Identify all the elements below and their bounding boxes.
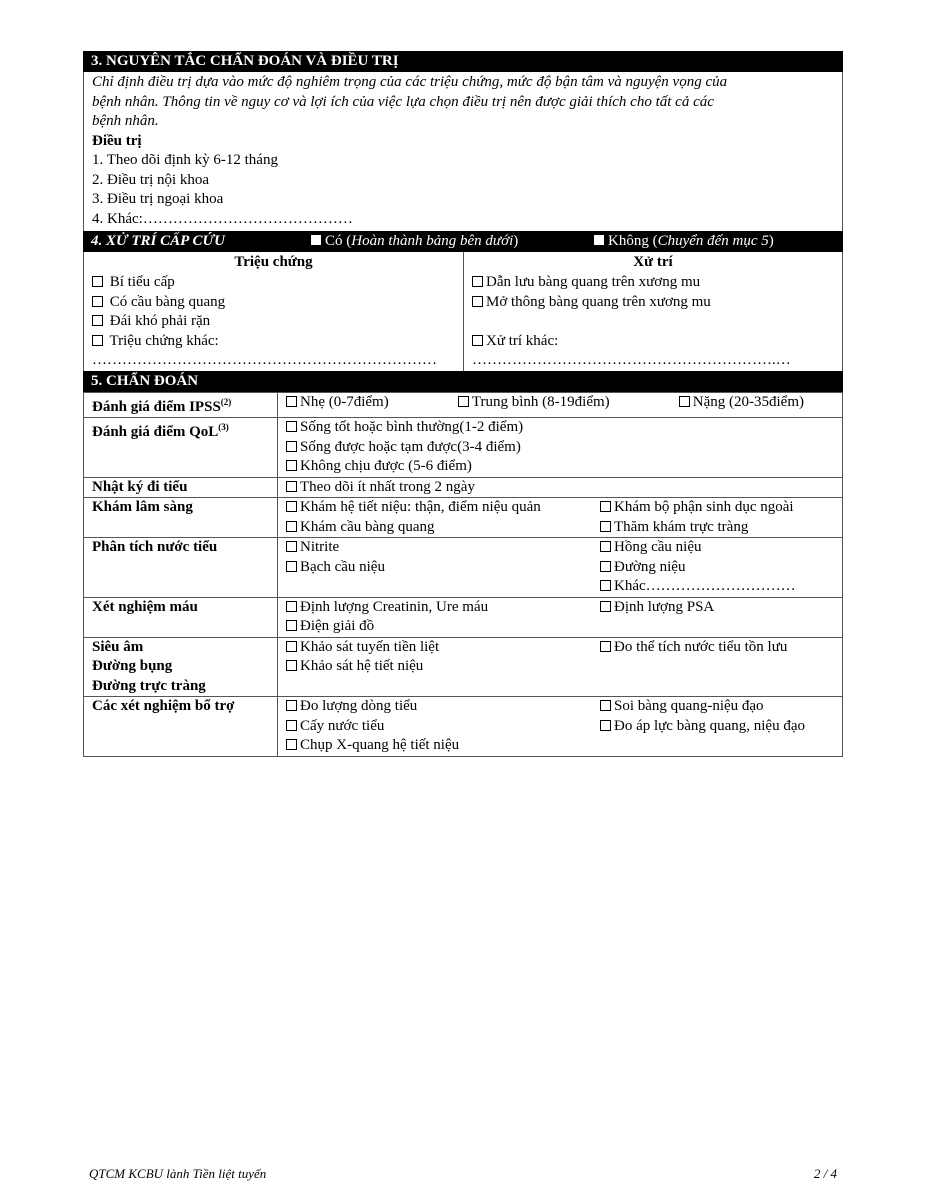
ipss-option[interactable]: Trung bình (8-19điểm) bbox=[458, 393, 610, 413]
treatment-header: Xử trí bbox=[633, 254, 673, 270]
checkbox-icon[interactable] bbox=[92, 335, 103, 346]
symptom-option[interactable]: Có cầu bàng quang bbox=[92, 293, 455, 313]
filled-checkbox-icon[interactable] bbox=[594, 235, 604, 245]
checkbox-icon[interactable] bbox=[600, 700, 611, 711]
table-row bbox=[84, 477, 843, 498]
extra-test-option[interactable]: Soi bàng quang-niệu đạo bbox=[600, 697, 764, 717]
section3-body bbox=[83, 72, 843, 231]
page-footer bbox=[89, 1166, 837, 1182]
symptom-option[interactable]: Bí tiểu cấp bbox=[92, 273, 455, 293]
treatment-item-3: 3. Điều trị ngoại khoa bbox=[92, 191, 224, 207]
ultrasound-option[interactable]: Khảo sát tuyến tiền liệt bbox=[286, 638, 600, 658]
checkbox-icon[interactable] bbox=[600, 521, 611, 532]
checkbox-icon[interactable] bbox=[286, 660, 297, 671]
checkbox-icon[interactable] bbox=[600, 720, 611, 731]
blood-option[interactable]: Điện giải đồ bbox=[286, 617, 834, 637]
checkbox-icon[interactable] bbox=[92, 315, 103, 326]
table-row bbox=[84, 597, 843, 637]
ultrasound-label: Siêu âm Đường bụng Đường trực tràng bbox=[84, 637, 278, 697]
checkbox-icon[interactable] bbox=[92, 276, 103, 287]
treatment-item-2: 2. Điều trị nội khoa bbox=[92, 171, 210, 188]
ipss-option[interactable]: Nhẹ (0-7điểm) bbox=[286, 393, 389, 413]
footer-document-title: QTCM KCBU lành Tiền liệt tuyến bbox=[89, 1166, 267, 1181]
checkbox-icon[interactable] bbox=[286, 501, 297, 512]
urine-label: Phân tích nước tiểu bbox=[84, 538, 278, 598]
symptom-other-field[interactable]: …………………………………………………………… bbox=[92, 352, 437, 368]
treatment-other-field[interactable]: …………………………………………………….… bbox=[472, 352, 791, 368]
extra-test-option[interactable]: Chụp X-quang hệ tiết niệu bbox=[286, 736, 834, 756]
checkbox-icon[interactable] bbox=[286, 541, 297, 552]
treatment-spacer bbox=[472, 312, 834, 332]
form-page bbox=[83, 51, 843, 757]
table-row bbox=[84, 418, 843, 478]
symptom-option[interactable]: Triệu chứng khác: bbox=[92, 332, 455, 352]
checkbox-icon[interactable] bbox=[286, 460, 297, 471]
checkbox-icon[interactable] bbox=[286, 601, 297, 612]
checkbox-icon[interactable] bbox=[458, 396, 469, 407]
ultrasound-option[interactable]: Khảo sát hệ tiết niệu bbox=[286, 657, 834, 677]
urine-option[interactable]: Hồng cầu niệu bbox=[600, 538, 701, 558]
treatment-item-4: 4. Khác:…………………………………… bbox=[92, 210, 353, 227]
checkbox-icon[interactable] bbox=[600, 641, 611, 652]
section3-intro-line2: bệnh nhân. Thông tin về nguy cơ và lợi ích của việc lựa chọn điều trị nên được giải thích cho tất cả các bbox=[92, 93, 714, 110]
table-row bbox=[84, 637, 843, 697]
section4-title: 4. XỬ TRÍ CẤP CỨU bbox=[91, 233, 225, 249]
checkbox-icon[interactable] bbox=[286, 421, 297, 432]
blood-option[interactable]: Định lượng Creatinin, Ure máu bbox=[286, 598, 600, 618]
checkbox-icon[interactable] bbox=[286, 521, 297, 532]
treatment-item-1: 1. Theo dõi định kỳ 6-12 tháng bbox=[92, 152, 278, 168]
treatment-option[interactable]: Mở thông bàng quang trên xương mu bbox=[472, 293, 834, 313]
treatment-option[interactable]: Xử trí khác: bbox=[472, 332, 834, 352]
blood-option[interactable]: Định lượng PSA bbox=[600, 598, 714, 618]
checkbox-icon[interactable] bbox=[600, 601, 611, 612]
ipss-option[interactable]: Nặng (20-35điểm) bbox=[679, 393, 804, 413]
checkbox-icon[interactable] bbox=[286, 739, 297, 750]
table-row bbox=[84, 538, 843, 598]
section3-intro-line3: bệnh nhân. bbox=[92, 113, 159, 129]
diary-label: Nhật ký đi tiểu bbox=[84, 477, 278, 498]
checkbox-icon[interactable] bbox=[679, 396, 690, 407]
checkbox-icon[interactable] bbox=[92, 296, 103, 307]
urine-option[interactable]: Nitrite bbox=[286, 538, 600, 558]
checkbox-icon[interactable] bbox=[600, 561, 611, 572]
blood-label: Xét nghiệm máu bbox=[84, 597, 278, 637]
checkbox-icon[interactable] bbox=[286, 641, 297, 652]
checkbox-icon[interactable] bbox=[286, 620, 297, 631]
emergency-no-option[interactable]: Không (Chuyển đến mục 5) bbox=[594, 231, 774, 252]
qol-option[interactable]: Sống tốt hoặc bình thường(1-2 điểm) bbox=[286, 418, 834, 438]
symptoms-header: Triệu chứng bbox=[234, 254, 313, 270]
checkbox-icon[interactable] bbox=[600, 580, 611, 591]
exam-option[interactable]: Thăm khám trực tràng bbox=[600, 518, 748, 538]
symptom-option[interactable]: Đái khó phải rặn bbox=[92, 312, 455, 332]
diary-option[interactable]: Theo dõi ít nhất trong 2 ngày bbox=[286, 478, 834, 498]
extra-tests-label: Các xét nghiệm bổ trợ bbox=[84, 697, 278, 757]
emergency-table bbox=[83, 252, 843, 371]
section5-title: 5. CHẨN ĐOÁN bbox=[83, 371, 843, 392]
qol-option[interactable]: Sống được hoặc tạm được(3-4 điểm) bbox=[286, 438, 834, 458]
table-row bbox=[84, 498, 843, 538]
ipss-label: Đánh giá điểm IPSS$^{(2)}$ bbox=[84, 392, 278, 418]
exam-option[interactable]: Khám cầu bàng quang bbox=[286, 518, 600, 538]
checkbox-icon[interactable] bbox=[286, 720, 297, 731]
table-row bbox=[84, 697, 843, 757]
section4-header bbox=[83, 231, 843, 252]
checkbox-icon[interactable] bbox=[600, 541, 611, 552]
exam-option[interactable]: Khám bộ phận sinh dục ngoài bbox=[600, 498, 794, 518]
checkbox-icon[interactable] bbox=[286, 441, 297, 452]
treatment-column bbox=[463, 252, 842, 371]
checkbox-icon[interactable] bbox=[472, 335, 483, 346]
section3-title: 3. NGUYÊN TẮC CHẨN ĐOÁN VÀ ĐIỀU TRỊ bbox=[83, 51, 843, 72]
ultrasound-option[interactable]: Đo thể tích nước tiểu tồn lưu bbox=[600, 638, 787, 658]
treatment-option[interactable]: Dẫn lưu bàng quang trên xương mu bbox=[472, 273, 834, 293]
treatment-heading: Điều trị bbox=[92, 132, 142, 149]
qol-label: Đánh giá điểm QoL$^{(3)}$ bbox=[84, 418, 278, 478]
urine-other-option[interactable]: Khác………………………… bbox=[600, 577, 796, 597]
urine-option[interactable]: Đường niệu bbox=[600, 558, 685, 578]
checkbox-icon[interactable] bbox=[286, 481, 297, 492]
footer-page-number: 2 / 4 bbox=[813, 1166, 837, 1181]
qol-option[interactable]: Không chịu được (5-6 điểm) bbox=[286, 457, 834, 477]
checkbox-icon[interactable] bbox=[286, 396, 297, 407]
checkbox-icon[interactable] bbox=[286, 561, 297, 572]
emergency-yes-option[interactable]: Có (Hoàn thành bảng bên dưới) bbox=[311, 231, 594, 252]
checkbox-icon[interactable] bbox=[600, 501, 611, 512]
diagnosis-table bbox=[83, 392, 843, 757]
table-row bbox=[84, 392, 843, 418]
section3-intro-line1: Chỉ định điều trị dựa vào mức độ nghiêm trọng của các triệu chứng, mức độ bận tâm và nguyện vọng của bbox=[92, 74, 728, 90]
extra-test-option[interactable]: Cấy nước tiểu bbox=[286, 717, 600, 737]
checkbox-icon[interactable] bbox=[286, 700, 297, 711]
extra-test-option[interactable]: Đo áp lực bàng quang, niệu đạo bbox=[600, 717, 805, 737]
symptoms-column bbox=[84, 252, 463, 371]
exam-option[interactable]: Khám hệ tiết niệu: thận, điểm niệu quản bbox=[286, 498, 600, 518]
extra-test-option[interactable]: Đo lượng dòng tiểu bbox=[286, 697, 600, 717]
exam-label: Khám lâm sàng bbox=[84, 498, 278, 538]
checkbox-icon[interactable] bbox=[472, 276, 483, 287]
filled-checkbox-icon[interactable] bbox=[311, 235, 321, 245]
urine-option[interactable]: Bạch cầu niệu bbox=[286, 558, 600, 578]
checkbox-icon[interactable] bbox=[472, 296, 483, 307]
